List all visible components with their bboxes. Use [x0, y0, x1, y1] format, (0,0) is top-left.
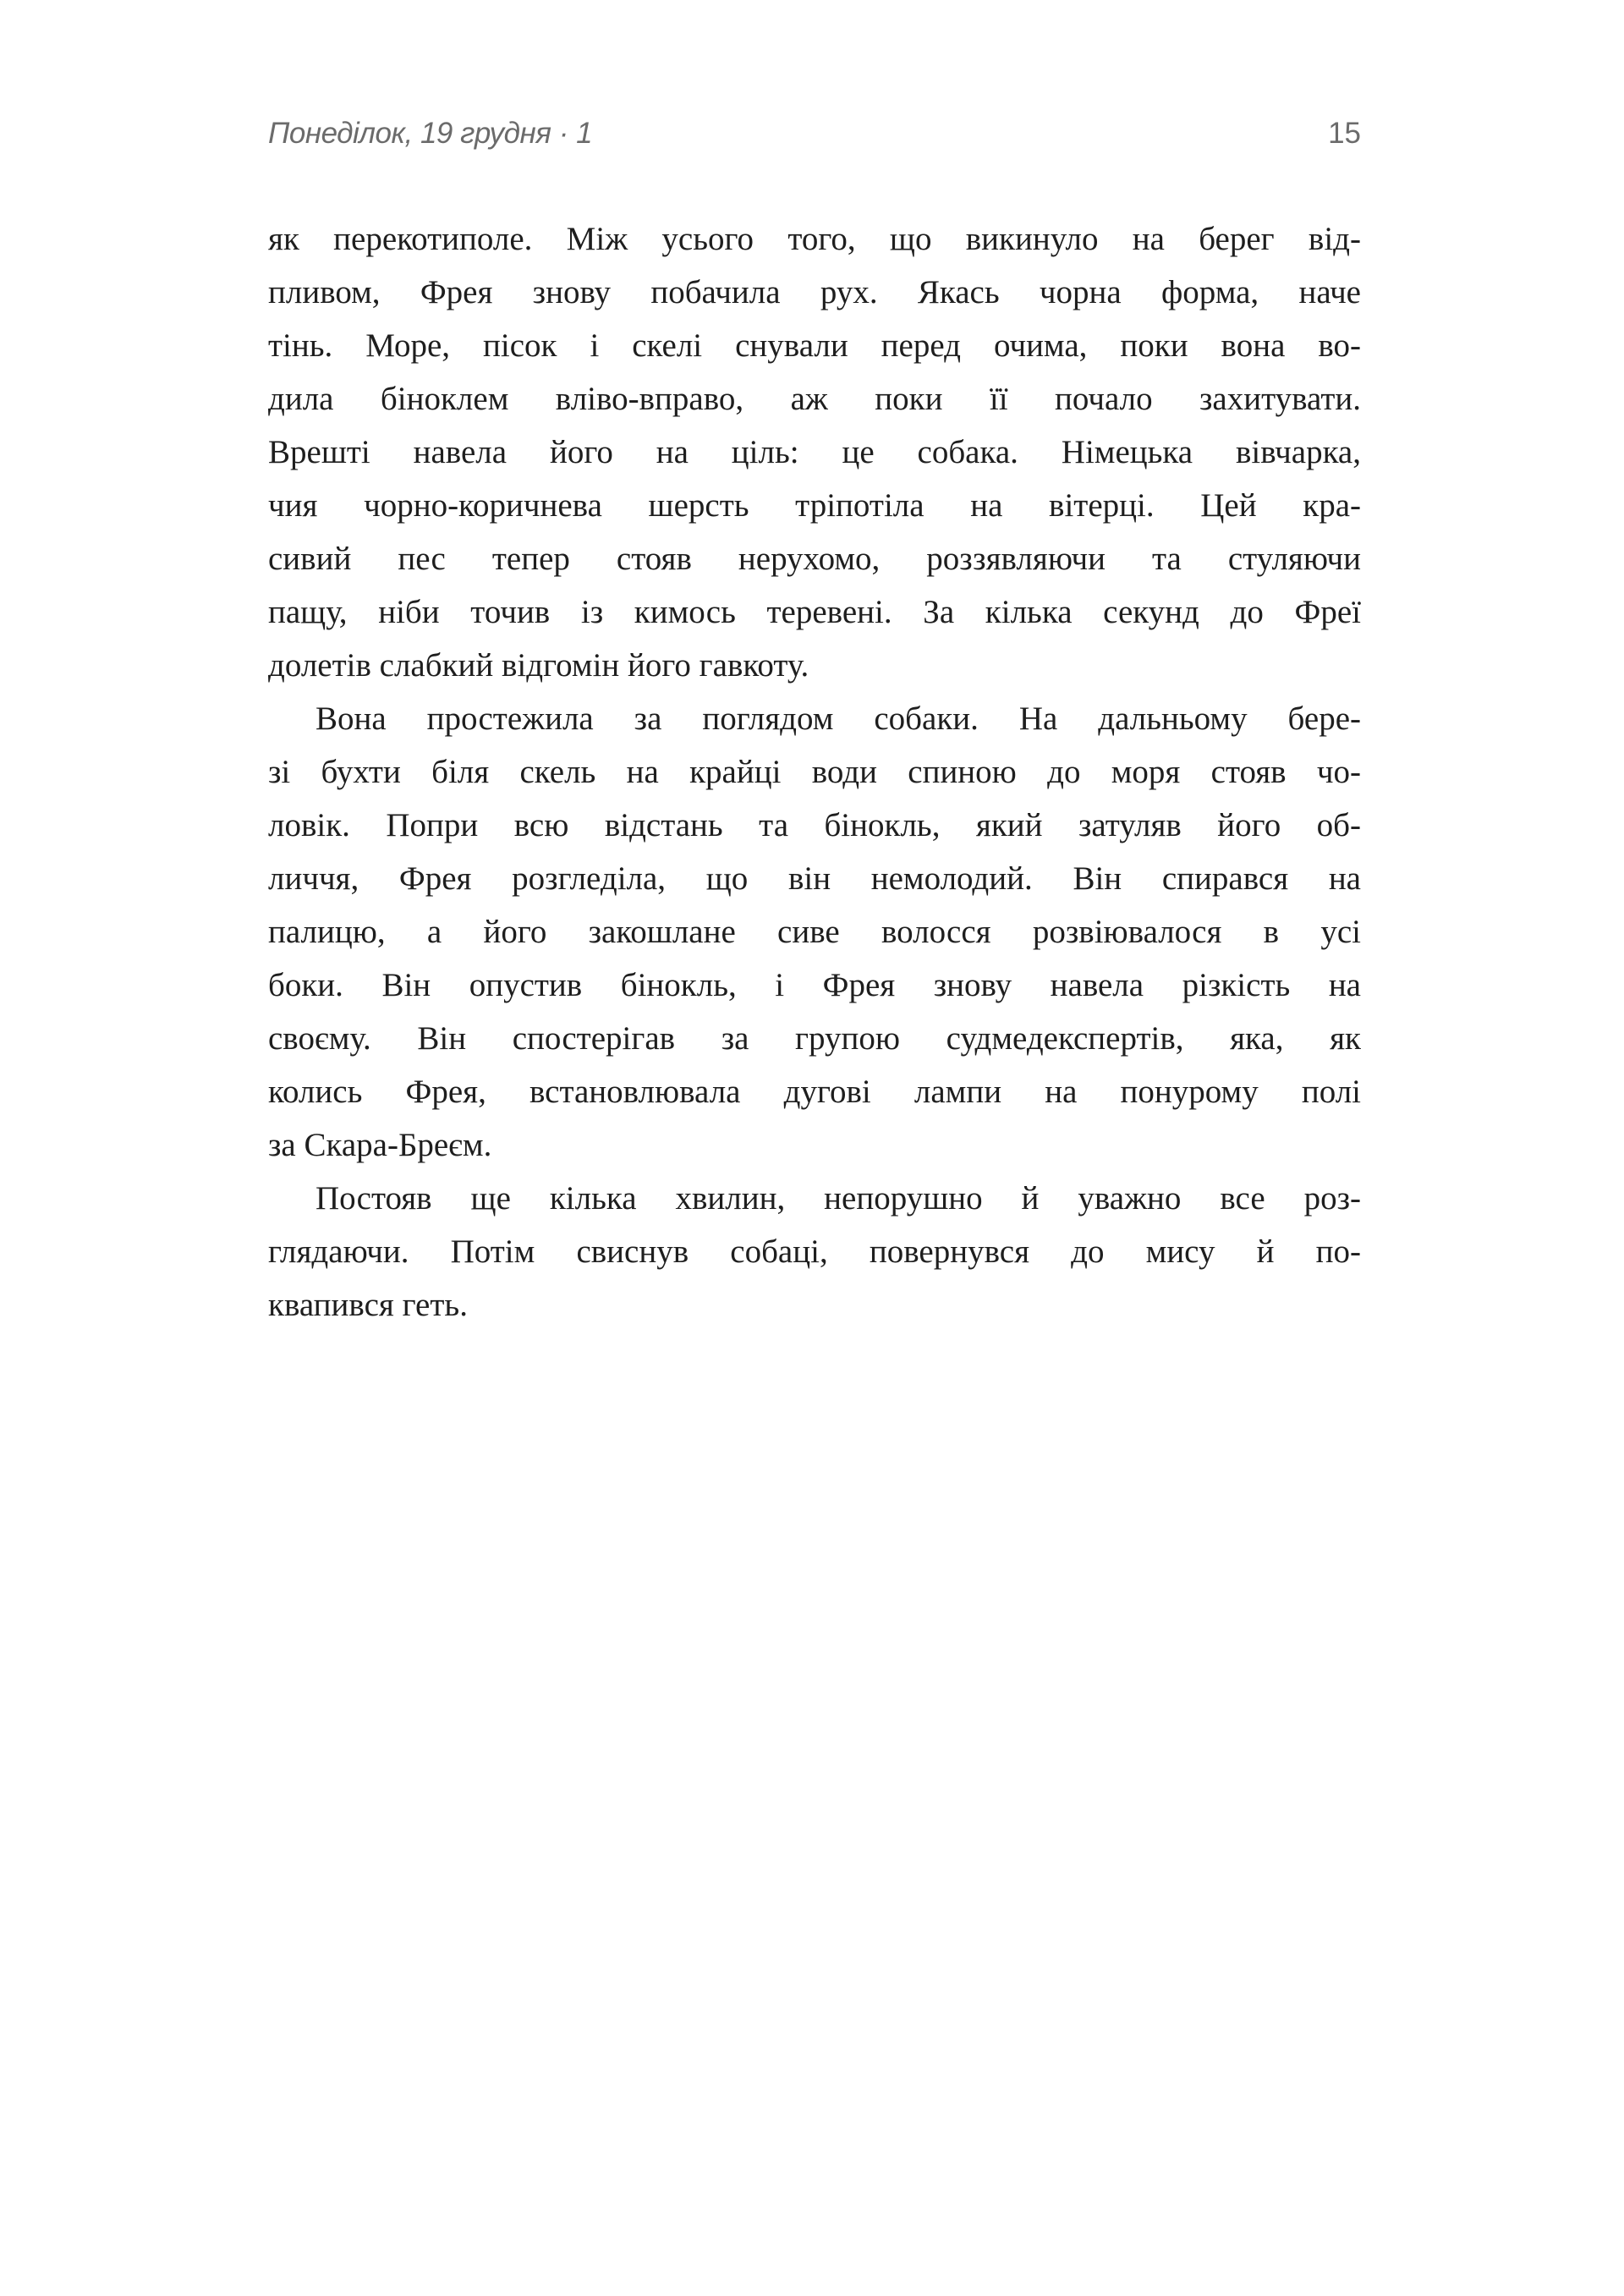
- text-line: колись Фрея, встановлювала дугові лампи на понурому полі: [268, 1074, 1361, 1110]
- text-line: пливом, Фрея знову побачила рух. Якась чорна форма, наче: [268, 274, 1361, 310]
- text-line: палицю, а його закошлане сиве волосся розвіювалося в усі: [268, 914, 1361, 950]
- text-line: боки. Він опустив бінокль, і Фрея знову навела різкість на: [268, 967, 1361, 1003]
- text-line: квапився геть.: [268, 1287, 468, 1323]
- text-line: тінь. Море, пісок і скелі снували перед очима, поки вона во-: [268, 327, 1361, 364]
- text-line: чия чорно-коричнева шерсть тріпотіла на вітерці. Цей кра-: [268, 487, 1361, 524]
- text-line: глядаючи. Потім свиснув собаці, повернувся до мису й по-: [268, 1233, 1361, 1270]
- paragraph-2: [268, 692, 1361, 1172]
- page-header: [268, 117, 1361, 159]
- text-line: сивий пес тепер стояв нерухомо, роззявляючи та стуляючи: [268, 541, 1361, 577]
- text-line: своєму. Він спостерігав за групою судмедекспертів, яка, як: [268, 1020, 1361, 1057]
- text-line: як перекотиполе. Між усього того, що викинуло на берег від-: [268, 221, 1361, 257]
- running-title: Понеділок, 19 грудня · 1: [268, 117, 593, 150]
- text-line: пащу, ніби точив із кимось теревені. За кілька секунд до Фреї: [268, 594, 1361, 630]
- text-line: Врешті навела його на ціль: це собака. Німецька вівчарка,: [268, 434, 1361, 470]
- text-line: долетів слабкий відгомін його гавкоту.: [268, 647, 809, 684]
- text-line: ловік. Попри всю відстань та бінокль, який затуляв його об-: [268, 807, 1361, 843]
- text-line: за Скара-Бреєм.: [268, 1127, 492, 1163]
- text-line: личчя, Фрея розгледіла, що він немолодий. Він спирався на: [268, 860, 1361, 897]
- text-line: Постояв ще кілька хвилин, непорушно й уважно все роз-: [315, 1180, 1361, 1217]
- page-number: 15: [1328, 117, 1361, 150]
- paragraph-3: [268, 1172, 1361, 1332]
- text-line: Вона простежила за поглядом собаки. На дальньому бере-: [315, 700, 1361, 737]
- text-line: дила біноклем вліво-вправо, аж поки її почало захитувати.: [268, 381, 1361, 417]
- text-line: зі бухти біля скель на крайці води спиною до моря стояв чо-: [268, 754, 1361, 790]
- body-text: [268, 212, 1361, 1332]
- paragraph-1: [268, 212, 1361, 692]
